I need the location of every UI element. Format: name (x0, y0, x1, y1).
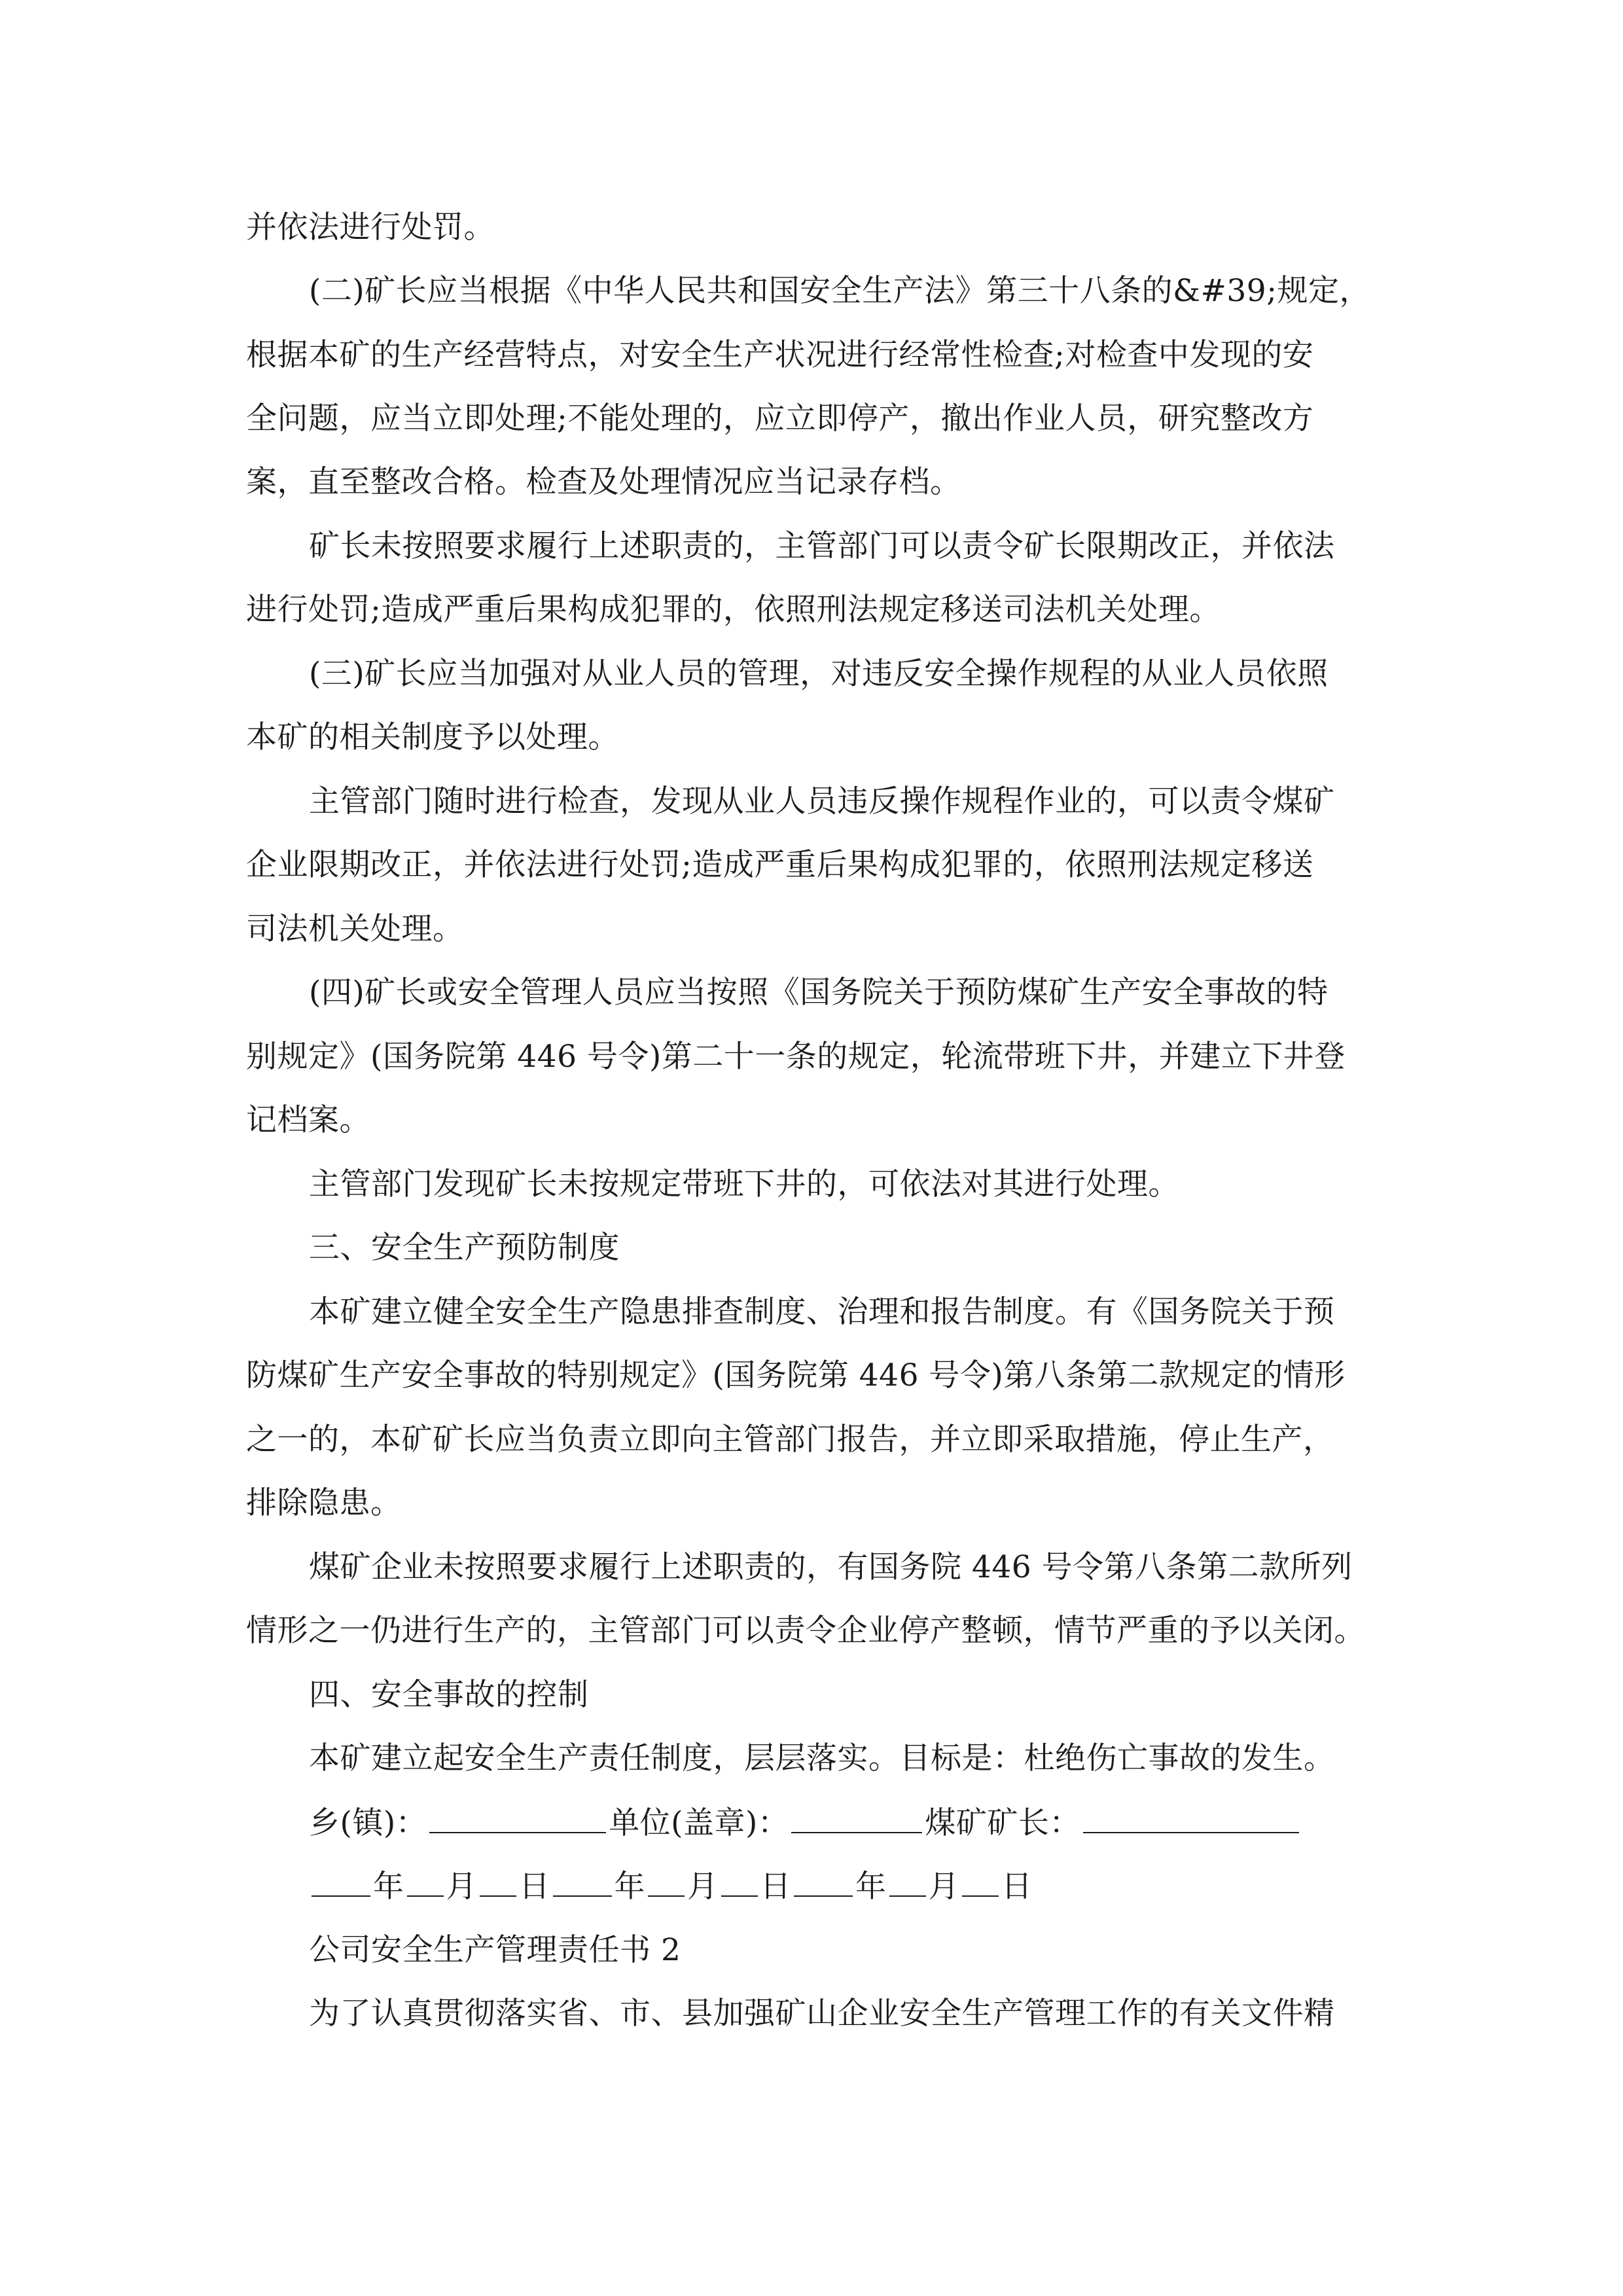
text-line: 本矿建立起安全生产责任制度，层层落实。目标是：杜绝伤亡事故的发生。 (309, 1740, 1335, 1776)
section-heading: 三、安全生产预防制度 (309, 1230, 620, 1266)
month-blank (648, 1867, 685, 1897)
text-line: 煤矿企业未按照要求履行上述职责的，有国务院 446 号令第八条第二款所列 (309, 1549, 1353, 1585)
year-blank (312, 1867, 370, 1897)
date-row (309, 1867, 1415, 1906)
text-line: 本矿的相关制度予以处理。 (246, 719, 619, 755)
month-blank (407, 1867, 444, 1897)
next-section-title: 公司安全生产管理责任书 2 (309, 1932, 681, 1968)
town-blank (429, 1803, 606, 1833)
manager-blank (1083, 1803, 1299, 1833)
signature-row (309, 1803, 1415, 1842)
text-line: 进行处罚;造成严重后果构成犯罪的，依照刑法规定移送司法机关处理。 (246, 592, 1221, 628)
day-label: 日 (519, 1869, 550, 1905)
manager-label: 煤矿矿长： (925, 1805, 1080, 1841)
text-line: 并依法进行处罚。 (246, 209, 495, 245)
day-blank (480, 1867, 516, 1897)
day-blank (721, 1867, 758, 1897)
text-line: 防煤矿生产安全事故的特别规定》(国务院第 446 号令)第八条第二款规定的情形 (246, 1357, 1346, 1393)
text-line: 企业限期改正，并依法进行处罚;造成严重后果构成犯罪的，依照刑法规定移送 (246, 847, 1314, 883)
text-line: 本矿建立健全安全生产隐患排查制度、治理和报告制度。有《国务院关于预 (309, 1294, 1335, 1330)
text-line: 主管部门发现矿长未按规定带班下井的，可依法对其进行处理。 (309, 1166, 1179, 1202)
text-line: 别规定》(国务院第 446 号令)第二十一条的规定，轮流带班下井，并建立下井登 (246, 1039, 1346, 1075)
year-blank (794, 1867, 853, 1897)
text-line: (三)矿长应当加强对从业人员的管理，对违反安全操作规程的从业人员依照 (309, 656, 1329, 692)
day-blank (962, 1867, 999, 1897)
text-line: (二)矿长应当根据《中华人民共和国安全生产法》第三十八条的&#39;规定， (309, 273, 1371, 309)
text-line: 之一的，本矿矿长应当负责立即向主管部门报告，并立即采取措施，停止生产， (246, 1422, 1334, 1458)
unit-label: 单位(盖章)： (609, 1805, 789, 1841)
month-label: 月 (446, 1869, 477, 1905)
day-label: 日 (1001, 1869, 1033, 1905)
day-label: 日 (760, 1869, 791, 1905)
text-line: 全问题，应当立即处理;不能处理的，应立即停产，撤出作业人员，研究整改方 (246, 401, 1314, 437)
year-label: 年 (855, 1869, 887, 1905)
text-line: 为了认真贯彻落实省、市、县加强矿山企业安全生产管理工作的有关文件精 (309, 1996, 1335, 2032)
year-blank (553, 1867, 612, 1897)
text-line: 记档案。 (246, 1102, 370, 1138)
town-label: 乡(镇)： (309, 1805, 427, 1841)
month-label: 月 (687, 1869, 719, 1905)
unit-blank (791, 1803, 922, 1833)
text-line: (四)矿长或安全管理人员应当按照《国务院关于预防煤矿生产安全事故的特 (309, 975, 1329, 1011)
text-line: 根据本矿的生产经营特点，对安全生产状况进行经常性检查;对检查中发现的安 (246, 337, 1314, 373)
text-line: 矿长未按照要求履行上述职责的，主管部门可以责令矿长限期改正，并依法 (309, 528, 1335, 564)
text-line: 案，直至整改合格。检查及处理情况应当记录存档。 (246, 464, 961, 500)
text-line: 情形之一仍进行生产的，主管部门可以责令企业停产整顿，情节严重的予以关闭。 (246, 1613, 1365, 1649)
text-line: 排除隐患。 (246, 1485, 402, 1521)
month-blank (889, 1867, 926, 1897)
year-label: 年 (373, 1869, 404, 1905)
text-line: 司法机关处理。 (246, 911, 464, 947)
year-label: 年 (614, 1869, 645, 1905)
month-label: 月 (928, 1869, 959, 1905)
text-line: 主管部门随时进行检查，发现从业人员违反操作规程作业的，可以责令煤矿 (309, 783, 1335, 819)
section-heading: 四、安全事故的控制 (309, 1677, 589, 1713)
